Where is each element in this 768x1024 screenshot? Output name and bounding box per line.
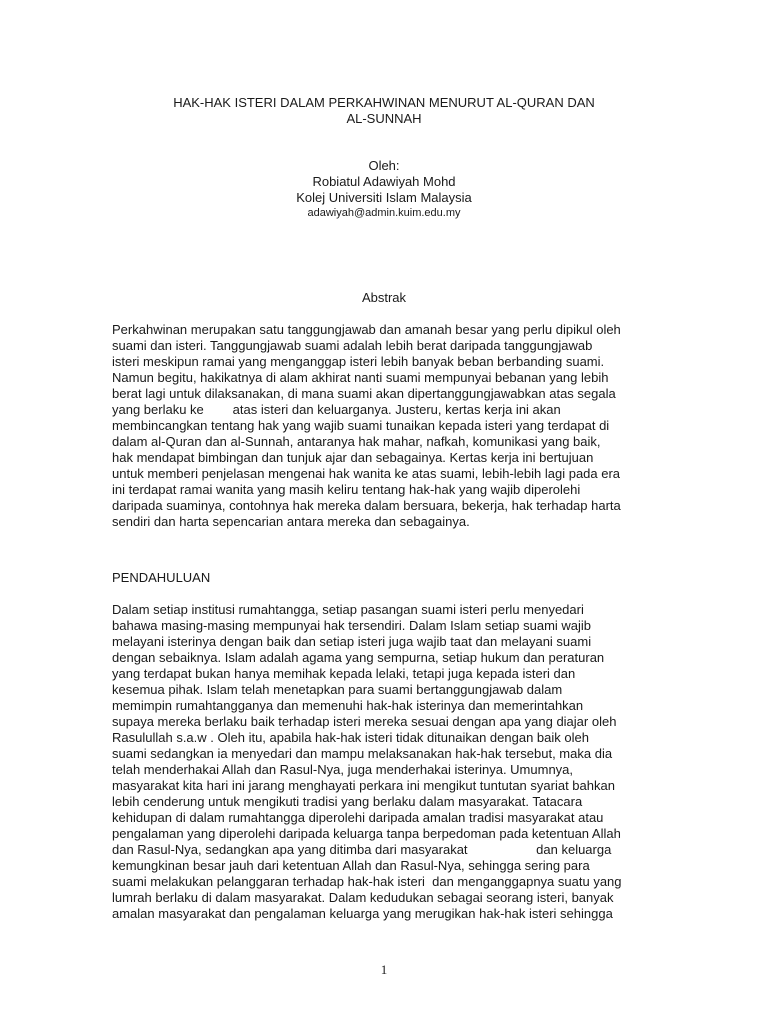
section-heading-pendahuluan: PENDAHULUAN xyxy=(112,570,211,585)
abstract-line: daripada suaminya, contohnya hak mereka dalam bersuara, bekerja, hak terhadap harta xyxy=(112,498,621,513)
abstract-line: ini terdapat ramai wanita yang masih keliru tentang hak-hak yang wajib diperolehi xyxy=(112,482,581,497)
title-line-2: AL-SUNNAH xyxy=(346,111,422,126)
byline-label: Oleh: xyxy=(368,158,400,173)
introduction-paragraph xyxy=(112,602,672,922)
body-line: masyarakat kita hari ini jarang menghayati perkara ini mengikut tuntutan syariat bahkan xyxy=(112,778,615,793)
author-block xyxy=(96,158,672,221)
body-line: memimpin rumahtangganya dan memenuhi hak-hak isterinya dan memerintahkan xyxy=(112,698,584,713)
body-line: kehidupan di dalam rumahtangga diperolehi daripada amalan tradisi masyarakat atau xyxy=(112,810,604,825)
abstract-line: hak mendapat bimbingan dan tunjuk ajar dan sebagainya. Kertas kerja ini bertujuan xyxy=(112,450,594,465)
abstract-line: berat lagi untuk dilaksanakan, di mana suami akan dipertanggungjawabkan atas segala xyxy=(112,386,616,401)
abstract-line: isteri meskipun ramai yang menganggap isteri lebih banyak beban berbanding suami. xyxy=(112,354,605,369)
body-line: telah menderhakai Allah dan Rasul-Nya, juga menderhakai isterinya. Umumnya, xyxy=(112,762,574,777)
body-line: melayani isterinya dengan baik dan setiap isteri juga wajib taat dan melayani suami xyxy=(112,634,592,649)
body-line: amalan masyarakat dan pengalaman keluarga yang merugikan hak-hak isteri sehingga xyxy=(112,906,613,921)
body-line: Dalam setiap institusi rumahtangga, setiap pasangan suami isteri perlu menyedari xyxy=(112,602,584,617)
abstract-heading: Abstrak xyxy=(361,290,407,305)
page-number: 1 xyxy=(380,962,388,977)
body-line: dan Rasul-Nya, sedangkan apa yang ditimba dari masyarakat dan keluarga xyxy=(112,842,612,857)
body-line: supaya mereka berlaku baik terhadap isteri mereka sesuai dengan apa yang diajar oleh xyxy=(112,714,617,729)
abstract-line: membincangkan tentang hak yang wajib suami tunaikan kepada isteri yang terdapat di xyxy=(112,418,610,433)
abstract-paragraph xyxy=(112,322,672,530)
body-line: yang terdapat bukan hanya memihak kepada lelaki, tetapi juga kepada isteri dan xyxy=(112,666,576,681)
abstract-line: sendiri dan harta sepencarian antara mereka dan sebagainya. xyxy=(112,514,470,529)
paper-title xyxy=(96,95,672,127)
body-line: lumrah berlaku di dalam masyarakat. Dalam kedudukan sebagai seorang isteri, banyak xyxy=(112,890,614,905)
abstract-line: untuk memberi penjelasan mengenai hak wanita ke atas suami, lebih-lebih lagi pada era xyxy=(112,466,621,481)
body-line: kesemua pihak. Islam telah menetapkan para suami bertanggungjawab dalam xyxy=(112,682,563,697)
title-line-1: HAK-HAK ISTERI DALAM PERKAHWINAN MENURUT AL-QURAN DAN xyxy=(173,95,595,110)
body-line: suami melakukan pelanggaran terhadap hak-hak isteri dan menganggapnya suatu yang xyxy=(112,874,622,889)
abstract-line: yang berlaku ke atas isteri dan keluarganya. Justeru, kertas kerja ini akan xyxy=(112,402,561,417)
body-line: pengalaman yang diperolehi daripada keluarga tanpa berpedoman pada ketentuan Allah xyxy=(112,826,621,841)
body-line: kemungkinan besar jauh dari ketentuan Allah dan Rasul-Nya, sehingga sering para xyxy=(112,858,590,873)
body-line: lebih cenderung untuk mengikuti tradisi yang berlaku dalam masyarakat. Tatacara xyxy=(112,794,583,809)
abstract-line: Perkahwinan merupakan satu tanggungjawab dan amanah besar yang perlu dipikul oleh xyxy=(112,322,621,337)
body-line: suami sedangkan ia menyedari dan mampu melaksanakan hak-hak tersebut, maka dia xyxy=(112,746,613,761)
body-line: dengan sebaiknya. Islam adalah agama yang sempurna, setiap hukum dan peraturan xyxy=(112,650,605,665)
abstract-line: dalam al-Quran dan al-Sunnah, antaranya hak mahar, nafkah, komunikasi yang baik, xyxy=(112,434,601,449)
body-line: bahawa masing-masing mempunyai hak tersendiri. Dalam Islam setiap suami wajib xyxy=(112,618,592,633)
abstract-line: suami dan isteri. Tanggungjawab suami adalah lebih berat daripada tanggungjawab xyxy=(112,338,593,353)
author-affiliation: Kolej Universiti Islam Malaysia xyxy=(296,190,472,205)
author-email: adawiyah@admin.kuim.edu.my xyxy=(307,207,461,219)
abstract-line: Namun begitu, hakikatnya di alam akhirat nanti suami mempunyai bebanan yang lebih xyxy=(112,370,609,385)
body-line: Rasulullah s.a.w . Oleh itu, apabila hak-hak isteri tidak ditunaikan dengan baik oleh xyxy=(112,730,589,745)
author-name: Robiatul Adawiyah Mohd xyxy=(312,174,456,189)
